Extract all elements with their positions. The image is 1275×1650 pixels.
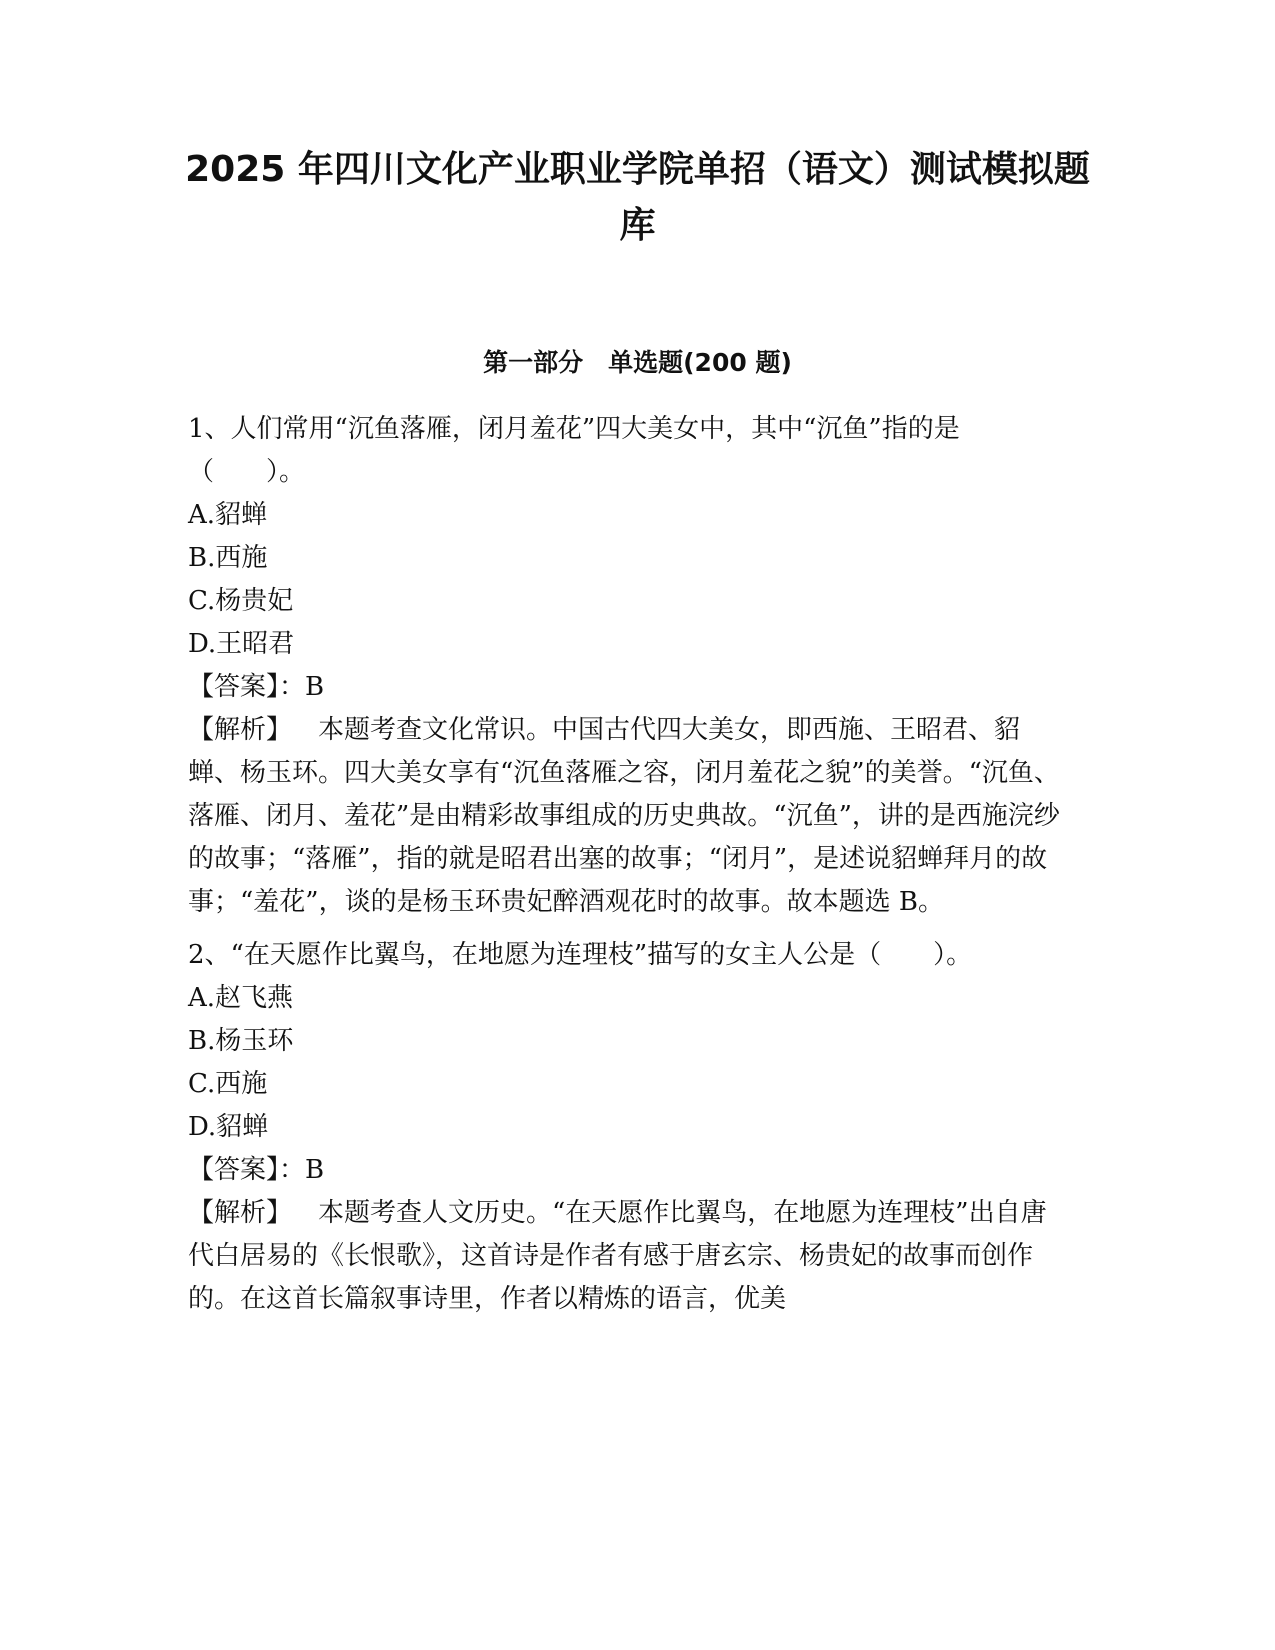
- explanation-text: 本题考查人文历史。“在天愿作比翼鸟，在地愿为连理枝”出自唐代白居易的《长恨歌》，这首诗是作者有感于唐玄宗、杨贵妃的故事而创作的。在这首长篇叙事诗里，作者以精炼的语言，优美: [188, 1198, 1047, 1314]
- option-d: D.貂蝉: [188, 1112, 269, 1142]
- question-2: [188, 934, 1068, 1321]
- option-b: B.杨玉环: [188, 1026, 294, 1056]
- answer-line: [188, 1149, 1068, 1192]
- option-c: C.西施: [188, 1069, 268, 1099]
- explanation-text: 本题考查文化常识。中国古代四大美女，即西施、王昭君、貂蝉、杨玉环。四大美女享有“沉鱼落雁之容，闭月羞花之貌”的美誉。“沉鱼、落雁、闭月、羞花”是由精彩故事组成的历史典故。“沉鱼”，讲的是西施浣纱的故事；“落雁”，指的就是昭君出塞的故事；“闭月”，是述说貂蝉拜月的故事；“羞花”，谈的是杨玉环贵妃醉酒观花时的故事。故本题选 B。: [188, 715, 1060, 917]
- explanation: [188, 709, 1068, 924]
- option-c: C.杨贵妃: [188, 586, 294, 616]
- question-list: [188, 408, 1068, 1331]
- question-stem: 1、人们常用“沉鱼落雁，闭月羞花”四大美女中，其中“沉鱼”指的是（ ）。: [188, 414, 960, 487]
- answer-value: B: [305, 672, 325, 702]
- question-stem: 2、“在天愿作比翼鸟，在地愿为连理枝”描写的女主人公是（ ）。: [188, 940, 973, 970]
- explanation: [188, 1192, 1068, 1321]
- answer-label: 【答案】：: [188, 672, 306, 702]
- option-b: B.西施: [188, 543, 268, 573]
- answer-label: 【答案】：: [188, 1155, 306, 1185]
- option-list: [188, 977, 1068, 1149]
- section-title: 第一部分 单选题(200 题): [483, 348, 792, 377]
- option-d: D.王昭君: [188, 629, 295, 659]
- option-list: [188, 494, 1068, 666]
- option-a: A.赵飞燕: [188, 983, 294, 1013]
- explanation-label: 【解析】: [188, 1198, 293, 1228]
- question-1: [188, 408, 1068, 924]
- answer-line: [188, 666, 1068, 709]
- document-title: 2025 年四川文化产业职业学院单招（语文）测试模拟题库: [185, 149, 1090, 246]
- explanation-label: 【解析】: [188, 715, 293, 745]
- option-a: A.貂蝉: [188, 500, 268, 530]
- answer-value: B: [305, 1155, 325, 1185]
